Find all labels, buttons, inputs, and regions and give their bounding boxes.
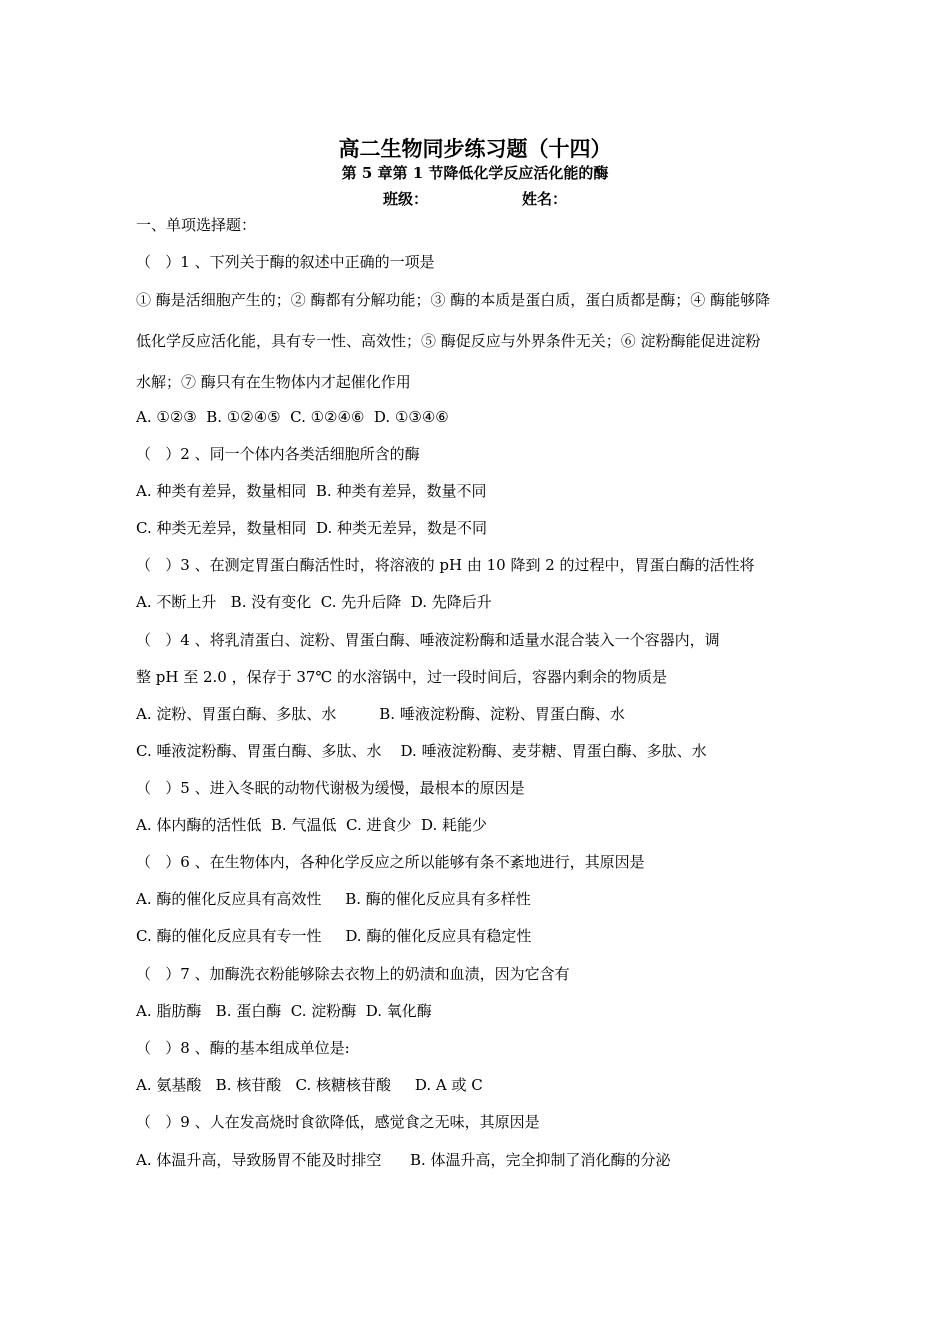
question-1-options: A. ①②③ B. ①②④⑤ C. ①②④⑥ D. ①③④⑥ [136,408,449,426]
question-4-options: A. 淀粉、胃蛋白酶、多肽、水 B. 唾液淀粉酶、淀粉、胃蛋白酶、水 [136,705,625,723]
question-6: （ ）6 、在生物体内，各种化学反应之所以能够有条不紊地进行，其原因是 [136,853,645,871]
question-2-options: C. 种类无差异，数量相同 D. 种类无差异，数是不同 [136,519,488,537]
question-1-statement-line: 低化学反应活化能，具有专一性、高效性；⑤ 酶促反应与外界条件无关；⑥ 淀粉酶能促进淀粉 [136,332,761,350]
question-5: （ ）5 、进入冬眠的动物代谢极为缓慢，最根本的原因是 [136,779,525,797]
question-2: （ ）2 、同一个体内各类活细胞所含的酶 [136,445,420,463]
question-8: （ ）8 、酶的基本组成单位是: [136,1039,350,1057]
question-4: （ ）4 、将乳清蛋白、淀粉、胃蛋白酶、唾液淀粉酶和适量水混合装入一个容器内，调 [136,631,720,649]
question-9: （ ）9 、人在发高烧时食欲降低，感觉食之无味，其原因是 [136,1113,540,1131]
page-subtitle: 第 5 章第 1 节降低化学反应活化能的酶 [341,164,609,182]
question-4-options: C. 唾液淀粉酶、胃蛋白酶、多肽、水 D. 唾液淀粉酶、麦芽糖、胃蛋白酶、多肽、水 [136,742,707,760]
question-7: （ ）7 、加酶洗衣粉能够除去衣物上的奶渍和血渍，因为它含有 [136,965,570,983]
question-4-continued: 整 pH 至 2.0 ，保存于 37℃ 的水溶锅中，过一段时间后，容器内剩余的物质是 [136,668,668,686]
question-2-options: A. 种类有差异，数量相同 B. 种类有差异，数量不同 [136,482,487,500]
question-9-options: A. 体温升高，导致肠胃不能及时排空 B. 体温升高，完全抑制了消化酶的分泌 [136,1151,671,1169]
question-5-options: A. 体内酶的活性低 B. 气温低 C. 进食少 D. 耗能少 [136,816,488,834]
question-3-options: A. 不断上升 B. 没有变化 C. 先升后降 D. 先降后升 [136,593,492,611]
question-1-statement-line: ① 酶是活细胞产生的；② 酶都有分解功能；③ 酶的本质是蛋白质，蛋白质都是酶；④ 酶能够降 [136,291,771,309]
class-name-line: 班级： 姓名： [383,190,567,208]
question-6-options: C. 酶的催化反应具有专一性 D. 酶的催化反应具有稳定性 [136,927,532,945]
question-3: （ ）3 、在测定胃蛋白酶活性时，将溶液的 pH 由 10 降到 2 的过程中，胃蛋白酶的活性将 [136,556,755,574]
section-heading: 一、单项选择题： [136,216,257,234]
page-title: 高二生物同步练习题（十四） [338,136,612,161]
question-1-statement-line: 水解；⑦ 酶只有在生物体内才起催化作用 [136,373,411,391]
question-1: （ ）1 、下列关于酶的叙述中正确的一项是 [136,253,435,271]
question-8-options: A. 氨基酸 B. 核苷酸 C. 核糖核苷酸 D. A 或 C [136,1076,483,1094]
question-7-options: A. 脂肪酶 B. 蛋白酶 C. 淀粉酶 D. 氧化酶 [136,1002,432,1020]
question-6-options: A. 酶的催化反应具有高效性 B. 酶的催化反应具有多样性 [136,890,531,908]
